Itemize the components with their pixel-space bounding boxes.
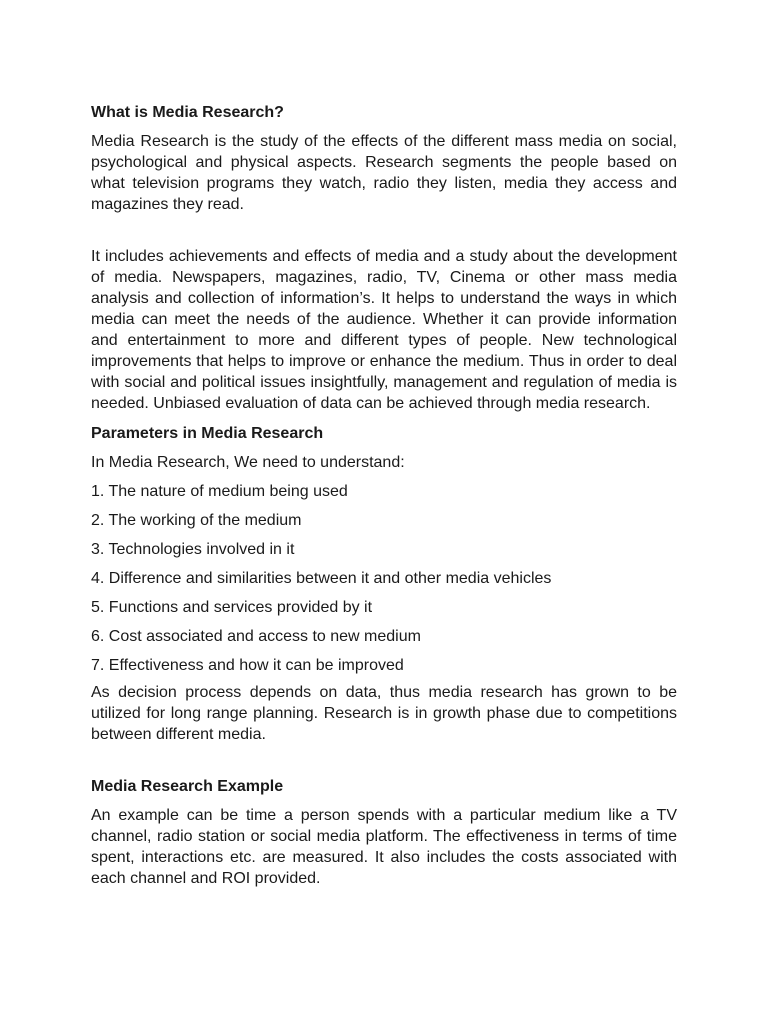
- spacer: [91, 414, 677, 423]
- parameters-intro: In Media Research, We need to understand:: [91, 454, 405, 471]
- section-heading-what-is-media-research: What is Media Research?: [91, 104, 284, 121]
- spacer: [91, 745, 677, 776]
- parameters-list: [91, 481, 677, 676]
- list-item: 3. Technologies involved in it: [91, 541, 295, 558]
- list-item: 2. The working of the medium: [91, 512, 302, 529]
- list-item: 7. Effectiveness and how it can be improved: [91, 657, 404, 674]
- paragraph-definition: Media Research is the study of the effects of the different mass media on social, psychological and physical aspects. Research segments the people based on what television programs they watch, radio they listen, media they access and magazines they read.: [91, 133, 677, 213]
- paragraph-example: An example can be time a person spends with a particular medium like a TV channel, radio station or social media platform. The effectiveness in terms of time spent, interactions etc. are measured. It also includes the costs associated with each channel and ROI provided.: [91, 807, 677, 887]
- document-body: [91, 102, 677, 889]
- list-item: 1. The nature of medium being used: [91, 483, 348, 500]
- spacer: [91, 215, 677, 246]
- list-item: 5. Functions and services provided by it: [91, 599, 373, 616]
- paragraph-decision-process: As decision process depends on data, thus media research has grown to be utilized for long range planning. Research is in growth phase due to competitions between different media.: [91, 684, 677, 743]
- paragraph-achievements: It includes achievements and effects of media and a study about the development of media. Newspapers, magazines, radio, TV, Cinema or other mass media analysis and collection of information’s. It helps to understand the ways in which media can meet the needs of the audience. Whether it can provide information and entertainment to more and different types of people. New technological improvements that helps to improve or enhance the medium. Thus in order to deal with social and political issues insightfully, management and regulation of media is needed. Unbiased evaluation of data can be achieved through media research.: [91, 248, 677, 412]
- section-heading-parameters: Parameters in Media Research: [91, 425, 324, 442]
- list-item: 6. Cost associated and access to new medium: [91, 628, 421, 645]
- section-heading-example: Media Research Example: [91, 778, 284, 795]
- list-item: 4. Difference and similarities between it and other media vehicles: [91, 570, 552, 587]
